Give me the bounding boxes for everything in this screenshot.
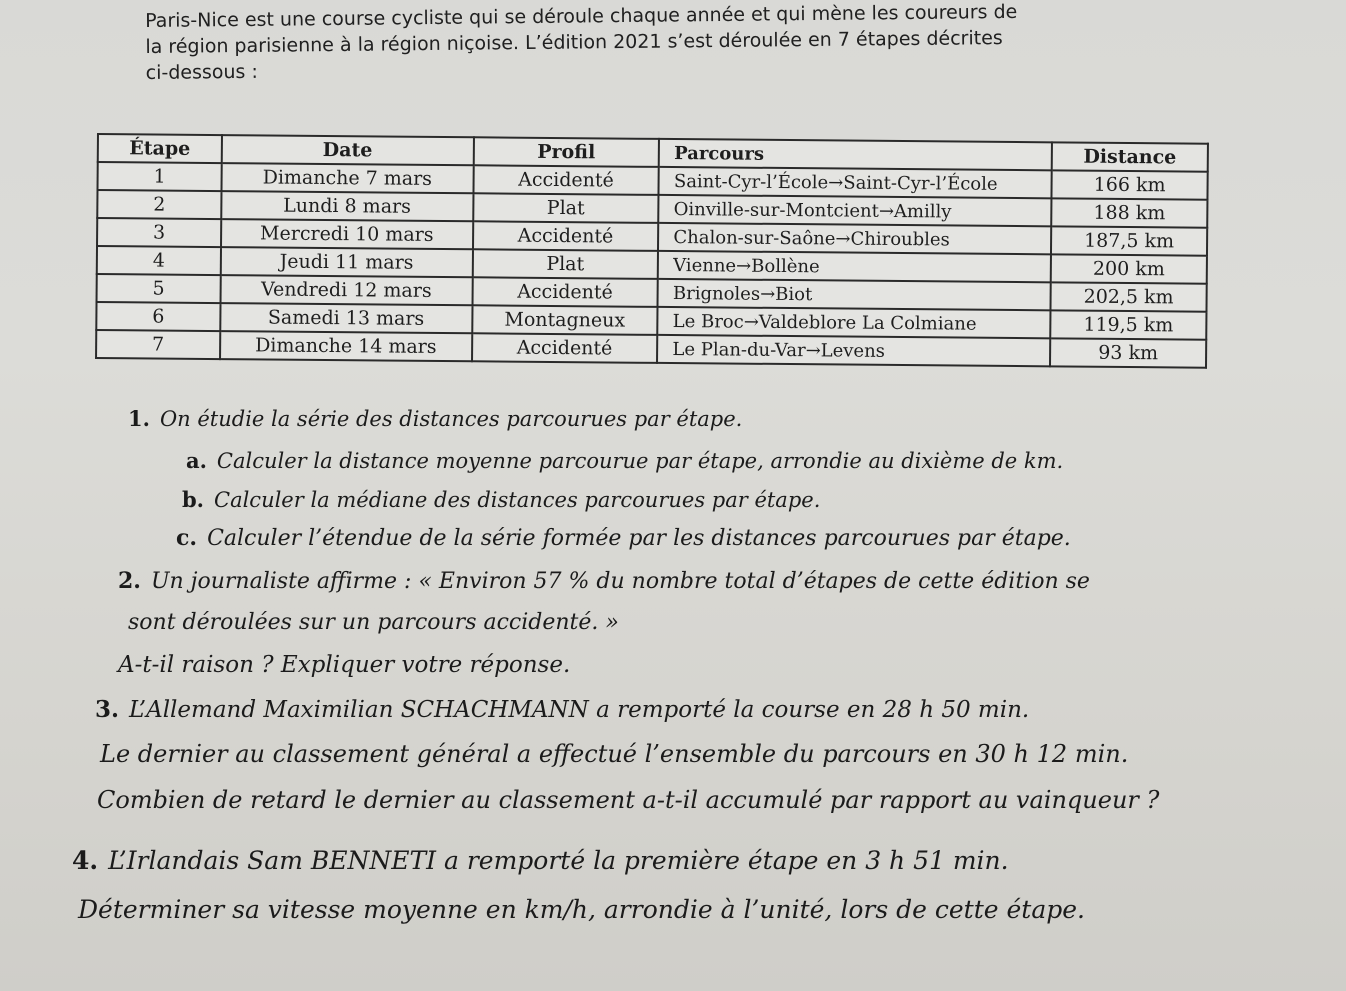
cell-route: Le Plan-du-Var→Levens <box>657 335 1050 366</box>
cell-stage: 5 <box>97 274 221 303</box>
question-text: On étudie la série des distances parcourues par étape. <box>159 407 743 431</box>
cell-date: Jeudi 11 mars <box>221 247 473 277</box>
header-route: Parcours <box>659 139 1052 170</box>
cell-stage: 1 <box>98 162 222 191</box>
question-text: Calculer l’étendue de la série formée par les distances parcourues par étape. <box>207 526 1071 551</box>
cell-distance: 119,5 km <box>1050 310 1206 339</box>
cell-profile: Accidenté <box>473 165 659 195</box>
question-2-line-3: A-t-il raison ? Expliquer votre réponse. <box>118 652 571 678</box>
question-1a <box>186 448 1063 473</box>
cell-distance: 187,5 km <box>1051 226 1207 255</box>
cell-profile: Plat <box>472 249 658 279</box>
question-2-line-2: sont déroulées sur un parcours accidenté. » <box>128 610 619 635</box>
cell-route: Chalon-sur-Saône→Chiroubles <box>658 223 1051 254</box>
header-distance: Distance <box>1052 142 1208 171</box>
stages-table-container <box>95 133 1213 369</box>
question-text: Un journaliste affirme : « Environ 57 % du nombre total d’étapes de cette édition se <box>150 569 1090 594</box>
cell-distance: 202,5 km <box>1051 282 1207 311</box>
cell-distance: 188 km <box>1051 198 1207 227</box>
question-number: a. <box>186 448 207 473</box>
cell-profile: Accidenté <box>473 221 659 251</box>
question-number: b. <box>182 487 204 512</box>
cell-date: Vendredi 12 mars <box>220 275 472 305</box>
cell-date: Samedi 13 mars <box>220 303 472 333</box>
header-date: Date <box>222 135 474 165</box>
intro-line-1: Paris-Nice est une course cycliste qui se déroule chaque année et qui mène les coureurs de <box>145 0 1018 32</box>
cell-distance: 166 km <box>1052 170 1208 199</box>
question-3-line-1 <box>95 696 1029 723</box>
cell-distance: 93 km <box>1050 338 1206 367</box>
question-number: 4. <box>72 846 99 875</box>
cell-stage: 7 <box>96 330 220 359</box>
question-number: 2. <box>118 568 141 594</box>
question-3-line-3: Combien de retard le dernier au classement a-t-il accumulé par rapport au vainqueur ? <box>97 786 1160 814</box>
cell-profile: Accidenté <box>472 333 658 363</box>
question-number: c. <box>176 525 198 551</box>
intro-line-2: la région parisienne à la région niçoise. L’édition 2021 s’est déroulée en 7 étapes décrites <box>145 27 1003 58</box>
question-text: Calculer la médiane des distances parcourues par étape. <box>214 488 821 512</box>
cell-stage: 6 <box>96 302 220 331</box>
cell-stage: 4 <box>97 246 221 275</box>
cell-date: Dimanche 14 mars <box>220 331 472 361</box>
cell-route: Le Broc→Valdeblore La Colmiane <box>658 307 1051 338</box>
cell-profile: Montagneux <box>472 305 658 335</box>
cell-date: Mercredi 10 mars <box>221 219 473 249</box>
cell-route: Oinville-sur-Montcient→Amilly <box>659 195 1052 226</box>
question-number: 1. <box>128 406 150 431</box>
question-2-line-1 <box>118 568 1090 594</box>
question-text: Calculer la distance moyenne parcourue par étape, arrondie au dixième de km. <box>216 449 1064 473</box>
cell-profile: Plat <box>473 193 659 223</box>
intro-line-3: ci-dessous : <box>145 60 258 84</box>
cell-route: Vienne→Bollène <box>658 251 1051 282</box>
cell-stage: 2 <box>97 190 221 219</box>
question-1 <box>128 406 742 431</box>
question-text: L’Irlandais Sam BENNETI a remporté la première étape en 3 h 51 min. <box>108 846 1009 875</box>
cell-route: Saint-Cyr-l’École→Saint-Cyr-l’École <box>659 167 1052 198</box>
question-3-line-2: Le dernier au classement général a effectué l’ensemble du parcours en 30 h 12 min. <box>100 740 1129 768</box>
question-4-line-2: Déterminer sa vitesse moyenne en km/h, arrondie à l’unité, lors de cette étape. <box>78 895 1085 924</box>
cell-profile: Accidenté <box>472 277 658 307</box>
stages-table <box>95 133 1209 369</box>
cell-stage: 3 <box>97 218 221 247</box>
question-text: L’Allemand Maximilian SCHACHMANN a remporté la course en 28 h 50 min. <box>129 697 1030 723</box>
question-number: 3. <box>95 696 120 723</box>
intro-paragraph <box>145 0 1216 86</box>
question-4-line-1 <box>72 846 1009 875</box>
header-stage: Étape <box>98 134 222 163</box>
cell-distance: 200 km <box>1051 254 1207 283</box>
question-1c <box>176 525 1071 551</box>
cell-route: Brignoles→Biot <box>658 279 1051 310</box>
cell-date: Dimanche 7 mars <box>221 163 473 193</box>
header-profile: Profil <box>473 137 659 167</box>
cell-date: Lundi 8 mars <box>221 191 473 221</box>
question-1b <box>182 487 820 512</box>
